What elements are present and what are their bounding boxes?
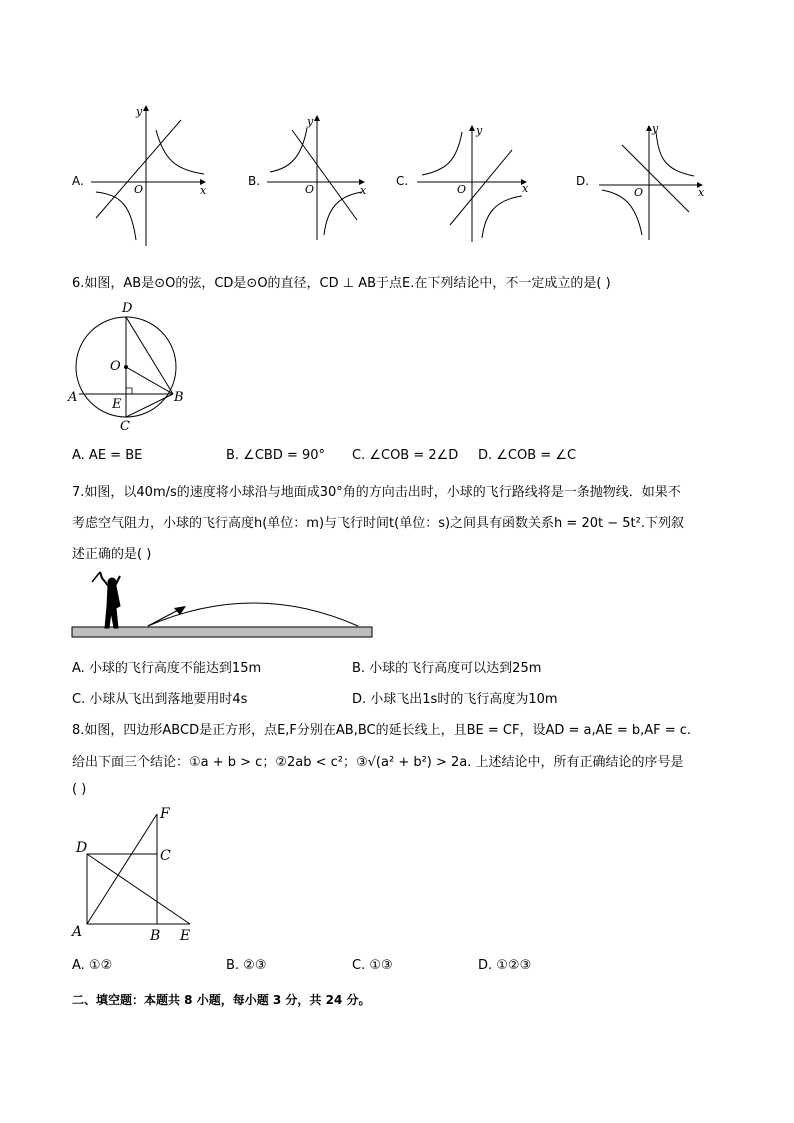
q8-option-b: B. ②③	[226, 958, 267, 973]
q8-label-c: C	[160, 848, 171, 864]
q8-stem-line3: ( )	[72, 782, 87, 797]
q5-d-x-label: x	[698, 186, 705, 199]
q8-option-c: C. ①③	[352, 958, 393, 973]
q5-graphs	[0, 100, 794, 260]
q6-label-b: B	[174, 390, 184, 405]
q8-option-d: D. ①②③	[478, 958, 532, 973]
q8-label-b: B	[150, 928, 161, 944]
q6-stem: 6.如图，AB是⊙O的弦，CD是⊙O的直径，CD ⊥ AB于点E.在下列结论中，不一定成立的是( )	[72, 276, 611, 291]
q5-b-origin: O	[305, 183, 315, 196]
q7-option-c: C. 小球从飞出到落地要用时4s	[72, 692, 248, 707]
q6-label-a: A	[68, 390, 78, 405]
q5-graph-d	[594, 120, 709, 245]
q5-d-y-label: y	[652, 122, 659, 135]
q5-graph-a	[86, 100, 211, 250]
q7-stem-line3: 述正确的是( )	[72, 547, 152, 562]
q5-option-a-label: A.	[72, 174, 84, 188]
q5-a-x-label: x	[200, 184, 207, 197]
q7-stem-line1: 7.如图，以40m/s的速度将小球沿与地面成30°角的方向击出时，小球的飞行路线将是一条抛物线．如果不	[72, 485, 681, 500]
q5-a-origin: O	[134, 183, 144, 196]
q5-option-b-label: B.	[248, 174, 261, 188]
q6-option-a: A. AE = BE	[72, 448, 143, 463]
q7-option-b: B. 小球的飞行高度可以达到25m	[352, 661, 542, 676]
q6-option-d: D. ∠COB = ∠C	[478, 448, 577, 463]
q8-figure	[70, 804, 200, 946]
q6-label-o: O	[110, 359, 121, 374]
q7-figure	[70, 568, 376, 642]
q8-stem-line2: 给出下面三个结论：①a + b > c；②2ab < c²；③√(a² + b²) > 2a. 上述结论中，所有正确结论的序号是	[72, 755, 684, 770]
section2-heading: 二、填空题：本题共 8 小题，每小题 3 分，共 24 分。	[72, 993, 371, 1007]
q8-stem-line1: 8.如图，四边形ABCD是正方形，点E,F分别在AB,BC的延长线上，且BE = CF，设AD = a,AE = b,AF = c.	[72, 723, 692, 738]
q6-option-c: C. ∠COB = 2∠D	[352, 448, 459, 463]
q5-c-origin: O	[457, 183, 467, 196]
q5-a-y-label: y	[136, 105, 143, 118]
q6-label-c: C	[120, 419, 130, 434]
q6-label-d: D	[122, 301, 133, 316]
q7-option-a: A. 小球的飞行高度不能达到15m	[72, 661, 262, 676]
q8-label-f: F	[160, 806, 170, 822]
q5-b-y-label: y	[307, 115, 314, 128]
q8-label-e: E	[180, 928, 191, 944]
q5-c-y-label: y	[476, 124, 483, 137]
q5-option-c-label: C.	[396, 174, 409, 188]
q6-option-b: B. ∠CBD = 90°	[226, 448, 326, 463]
q7-option-d: D. 小球飞出1s时的飞行高度为10m	[352, 692, 558, 707]
golfer-icon	[92, 572, 120, 628]
q5-option-d-label: D.	[576, 174, 590, 188]
q5-d-origin: O	[634, 186, 644, 199]
q6-label-e: E	[112, 397, 122, 412]
q8-option-a: A. ①②	[72, 958, 113, 973]
q5-graph-c	[412, 120, 532, 245]
q8-label-d: D	[76, 840, 88, 856]
q6-figure	[66, 296, 186, 436]
q5-b-x-label: x	[360, 184, 367, 197]
q8-label-a: A	[72, 924, 83, 940]
q7-stem-line2: 考虑空气阻力，小球的飞行高度h(单位：m)与飞行时间t(单位：s)之间具有函数关系h = 20t − 5t².下列叙	[72, 516, 684, 531]
q5-c-x-label: x	[522, 182, 529, 195]
q5-graph-b	[262, 110, 372, 245]
